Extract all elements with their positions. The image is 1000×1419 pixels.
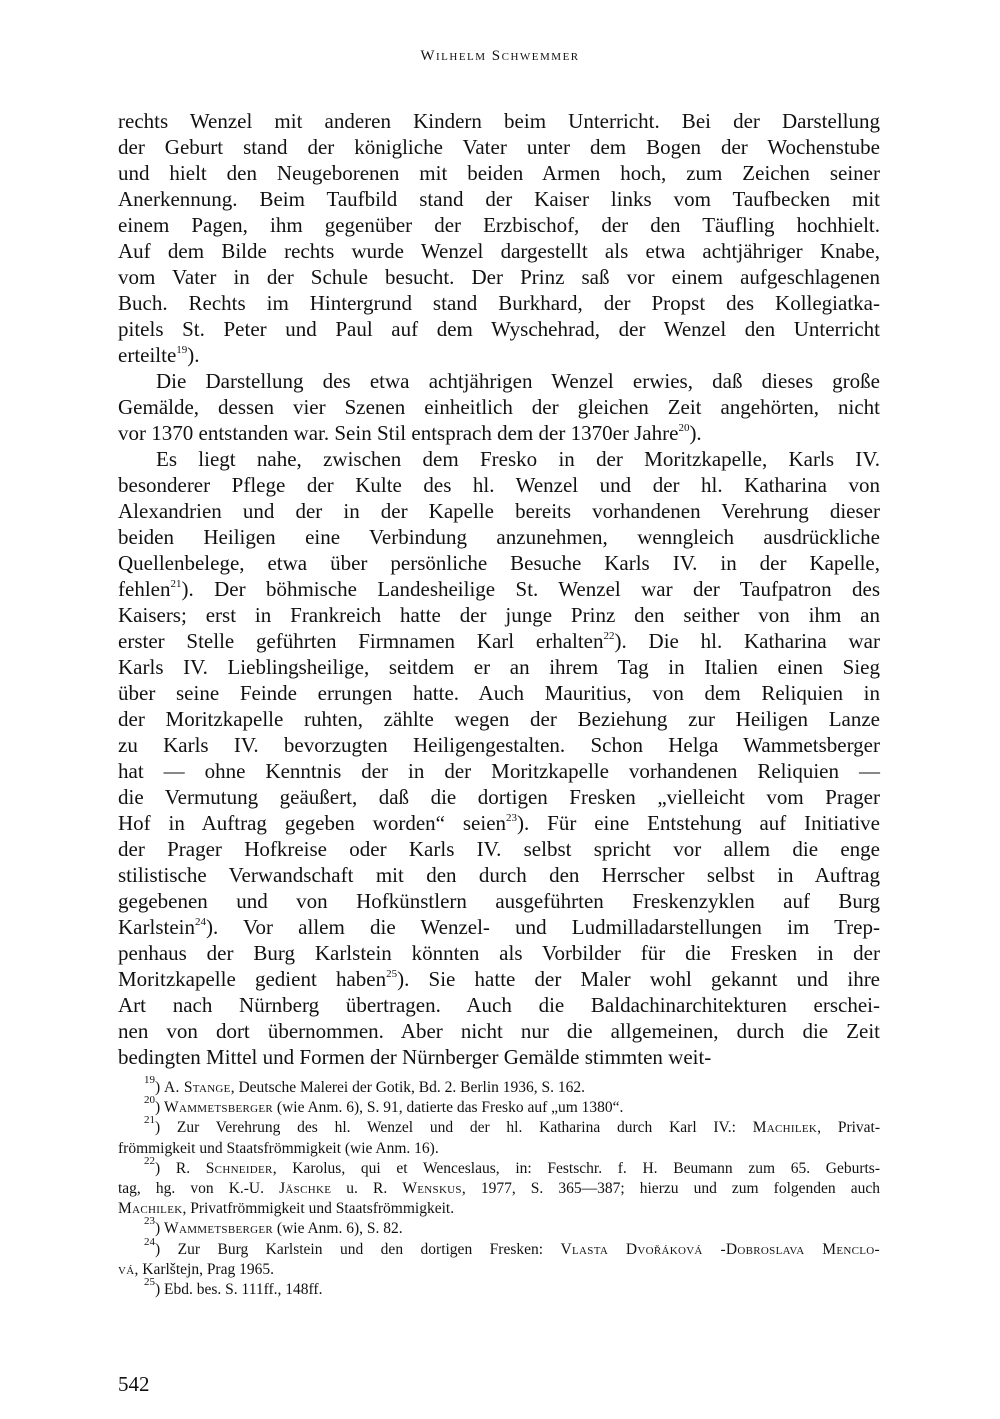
author-name: Machilek	[118, 1200, 183, 1218]
footnote-continuation	[118, 1139, 880, 1159]
footnote	[118, 1154, 881, 1179]
body-line-text: zu Karls IV. bevorzugten Heiligengestalten. Schon Helga Wammetsberger	[118, 733, 880, 757]
footnote	[118, 1235, 880, 1260]
body-line	[118, 888, 880, 914]
body-line-text: ). Vor allem die Wenzel- und Ludmilladarstellungen im Trep-	[205, 915, 880, 939]
footnote-text: , Karolus, qui et Wenceslaus, in: Festschr. f. H. Beumann zum 65. Geburts-	[272, 1159, 881, 1177]
body-line-text: gegebenen und von Hofkünstlern ausgeführten Freskenzyklen auf Burg	[118, 889, 880, 913]
body-line	[118, 472, 880, 498]
footnote-text: , 1977, S. 365—387; hierzu und zum folgenden auch	[461, 1179, 880, 1197]
body-line	[118, 706, 880, 732]
body-line	[118, 238, 880, 264]
body-line	[118, 290, 880, 316]
body-line	[118, 810, 880, 836]
footnote-number: 23	[144, 1215, 155, 1228]
footnote-text: tag, hg. von K.-U.	[118, 1179, 280, 1197]
body-line	[118, 966, 880, 992]
footnote-reference: 22	[603, 630, 615, 642]
body-line	[118, 498, 880, 524]
body-line	[118, 212, 880, 238]
body-line-text: beiden Heiligen eine Verbindung anzunehmen, wenngleich ausdrückliche	[118, 525, 880, 549]
body-line-text: Anerkennung. Beim Taufbild stand der Kaiser links vom Taufbecken mit	[118, 187, 880, 211]
body-line-text: einem Pagen, ihm gegenüber der Erzbischof, der den Täufling hochhielt.	[118, 213, 880, 237]
body-line-text: Auf dem Bilde rechts wurde Wenzel dargestellt als etwa achtjähriger Knabe,	[118, 239, 880, 263]
footnote-reference: 23	[506, 812, 518, 824]
body-line-text: ).	[187, 343, 200, 367]
footnote-reference: 20	[678, 422, 690, 434]
body-line-text: Moritzkapelle gedient haben	[118, 967, 387, 991]
body-line-text: hat — ohne Kenntnis der in der Moritzkapelle vorhandenen Reliquien —	[118, 759, 880, 783]
footnote-text: )	[155, 1079, 165, 1096]
footnote-text: ) Zur Verehrung des hl. Wenzel und der hl. Katharina durch Karl IV.:	[155, 1119, 753, 1137]
footnote-reference: 24	[194, 916, 206, 928]
body-line	[118, 914, 880, 940]
body-line-text: Alexandrien und der in der Kapelle bereits vorhandenen Verehrung dieser	[118, 499, 880, 523]
body-line-text: der Moritzkapelle ruhten, zählte wegen der Beziehung zur Heiligen Lanze	[118, 707, 880, 731]
footnote-text: , Privatfrömmigkeit und Staatsfrömmigkeit.	[182, 1200, 455, 1218]
footnote-number: 25	[144, 1275, 155, 1288]
body-line-text: Kaisers; erst in Frankreich hatte der junge Prinz den seither von ihm an	[118, 603, 880, 627]
body-line	[118, 940, 880, 966]
body-line	[118, 524, 880, 550]
body-line	[118, 420, 880, 446]
running-head: Wilhelm Schwemmer	[420, 48, 580, 64]
author-name: Wenskus	[402, 1179, 462, 1197]
body-line-text: Die Darstellung des etwa achtjährigen Wenzel erwies, daß dieses große	[156, 369, 880, 393]
footnote	[118, 1275, 880, 1300]
author-name: Wammetsberger	[164, 1099, 274, 1117]
body-line-text: pitels St. Peter und Paul auf dem Wyschehrad, der Wenzel den Unterricht	[118, 317, 880, 341]
body-line	[118, 342, 880, 368]
body-line-text: Karls IV. Lieblingsheilige, seitdem er an ihrem Tag in Italien einen Sieg	[118, 655, 880, 679]
body-line-text: Buch. Rechts im Hintergrund stand Burkhard, der Propst des Kollegiatka-	[118, 291, 880, 315]
body-line	[118, 758, 880, 784]
footnote-reference: 21	[170, 578, 182, 590]
footnote-text: ) R.	[155, 1159, 206, 1177]
body-line-text: vor 1370 entstanden war. Sein Stil entsprach dem der 1370er Jahre	[118, 421, 679, 445]
footnote-number: 22	[144, 1154, 155, 1167]
body-line-text: Gemälde, dessen vier Szenen einheitlich der gleichen Zeit angehörten, nicht	[118, 395, 880, 419]
body-line	[118, 680, 880, 706]
body-line-text: rechts Wenzel mit anderen Kindern beim Unterricht. Bei der Darstellung	[118, 109, 880, 133]
body-line-text: fehlen	[118, 577, 171, 601]
body-line	[118, 576, 880, 602]
body-line-text: erteilte	[118, 343, 177, 367]
author-name: Wammetsberger	[164, 1220, 274, 1238]
body-line-text: ). Der böhmische Landesheilige St. Wenzel war der Taufpatron des	[181, 577, 880, 601]
body-line	[118, 862, 880, 888]
body-line-text: ). Die hl. Katharina war	[614, 629, 880, 653]
footnote-text: ) Ebd. bes. S. 111ff., 148ff.	[155, 1280, 323, 1298]
footnote-continuation	[118, 1199, 880, 1219]
footnote	[118, 1215, 880, 1239]
footnote-text: (wie Anm. 6), S. 82.	[273, 1220, 403, 1238]
footnote-text: ) Zur Burg Karlstein und den dortigen Fresken:	[155, 1240, 561, 1258]
author-name: A. Stange	[164, 1079, 231, 1096]
body-line-text: ). Sie hatte der Maler wohl gekannt und ihre	[397, 967, 881, 991]
body-line	[118, 836, 880, 862]
body-line-text: der Prager Hofkreise oder Karls IV. selbst spricht vor allem die enge	[118, 837, 880, 861]
footnote-text: )	[155, 1220, 165, 1238]
body-line-text: Art nach Nürnberg übertragen. Auch die Baldachinarchitekturen erschei-	[118, 993, 880, 1017]
body-line-text: nen von dort übernommen. Aber nicht nur die allgemeinen, durch die Zeit	[118, 1019, 880, 1043]
body-line	[118, 628, 880, 654]
author-name: Vlasta Dvořáková -Dobroslava Menclo-	[560, 1240, 880, 1258]
footnote-text: frömmigkeit und Staatsfrömmigkeit (wie Anm. 16).	[118, 1139, 439, 1157]
footnote-number: 19	[144, 1074, 155, 1086]
body-line	[118, 368, 880, 394]
body-line-text: vom Vater in der Schule besucht. Der Prinz saß vor einem aufgeschlagenen	[118, 265, 880, 289]
footnote	[118, 1074, 880, 1098]
body-text	[118, 108, 880, 1070]
body-line	[118, 1044, 880, 1070]
body-line	[118, 446, 880, 472]
body-line-text: Quellenbelege, etwa über persönliche Besuche Karls IV. in der Kapelle,	[118, 551, 880, 575]
body-line-text: ).	[689, 421, 702, 445]
footnote-number: 21	[144, 1114, 155, 1127]
footnote-text: , Karlštejn, Prag 1965.	[134, 1260, 274, 1278]
body-line-text: stilistische Verwandschaft mit den durch den Herrscher selbst in Auftrag	[118, 863, 880, 887]
page-number: 542	[118, 1372, 150, 1396]
body-line-text: ). Für eine Entstehung auf Initiative	[517, 811, 880, 835]
footnote	[118, 1114, 881, 1138]
body-line	[118, 316, 880, 342]
body-line-text: die Vermutung geäußert, daß die dortigen Fresken „vielleicht vom Prager	[118, 785, 880, 809]
body-line-text: der Geburt stand der königliche Vater unter dem Bogen der Wochenstube	[118, 135, 880, 159]
footnote-continuation	[118, 1179, 880, 1199]
body-line	[118, 1018, 880, 1044]
body-line	[118, 602, 880, 628]
body-line-text: Es liegt nahe, zwischen dem Fresko in der Moritzkapelle, Karls IV.	[156, 447, 880, 471]
body-line	[118, 654, 880, 680]
footnote-text: (wie Anm. 6), S. 91, datierte das Fresko auf „um 1380“.	[273, 1099, 624, 1117]
footnote-continuation	[118, 1260, 880, 1280]
author-name: Jäschke	[279, 1179, 332, 1197]
body-line-text: Hof in Auftrag gegeben worden“ seien	[118, 811, 507, 835]
body-line	[118, 160, 880, 186]
footnote	[118, 1094, 880, 1118]
body-line-text: über seine Feinde errungen hatte. Auch Mauritius, von dem Reliquien in	[118, 681, 880, 705]
body-line-text: besonderer Pflege der Kulte des hl. Wenzel und der hl. Katharina von	[118, 473, 880, 497]
footnote-number: 20	[144, 1094, 155, 1107]
body-line	[118, 108, 880, 134]
footnote-reference: 19	[176, 344, 188, 356]
author-name: Machilek	[752, 1119, 818, 1137]
body-line	[118, 186, 880, 212]
body-line	[118, 784, 880, 810]
author-name: vá	[118, 1260, 135, 1278]
body-line-text: bedingten Mittel und Formen der Nürnberger Gemälde stimmten weit-	[118, 1045, 712, 1069]
footnote-text: u. R.	[331, 1179, 403, 1197]
footnote-text: , Deutsche Malerei der Gotik, Bd. 2. Berlin 1936, S. 162.	[230, 1079, 585, 1096]
body-line-text: erster Stelle geführten Firmnamen Karl erhalten	[118, 629, 604, 653]
body-line-text: Karlstein	[118, 915, 195, 939]
footnotes	[118, 1074, 881, 1300]
footnote-number: 24	[144, 1235, 155, 1248]
body-line	[118, 550, 880, 576]
author-name: Schneider	[205, 1159, 273, 1177]
footnote-text: , Privat-	[817, 1119, 881, 1137]
footnote-text: )	[155, 1099, 165, 1117]
body-line-text: penhaus der Burg Karlstein könnten als Vorbilder für die Fresken in der	[118, 941, 880, 965]
body-line	[118, 992, 880, 1018]
body-line	[118, 264, 880, 290]
body-line	[118, 732, 880, 758]
body-line	[118, 394, 880, 420]
footnote-reference: 25	[386, 968, 398, 980]
body-line-text: und hielt den Neugeborenen mit beiden Armen hoch, zum Zeichen seiner	[118, 161, 880, 185]
body-line	[118, 134, 880, 160]
